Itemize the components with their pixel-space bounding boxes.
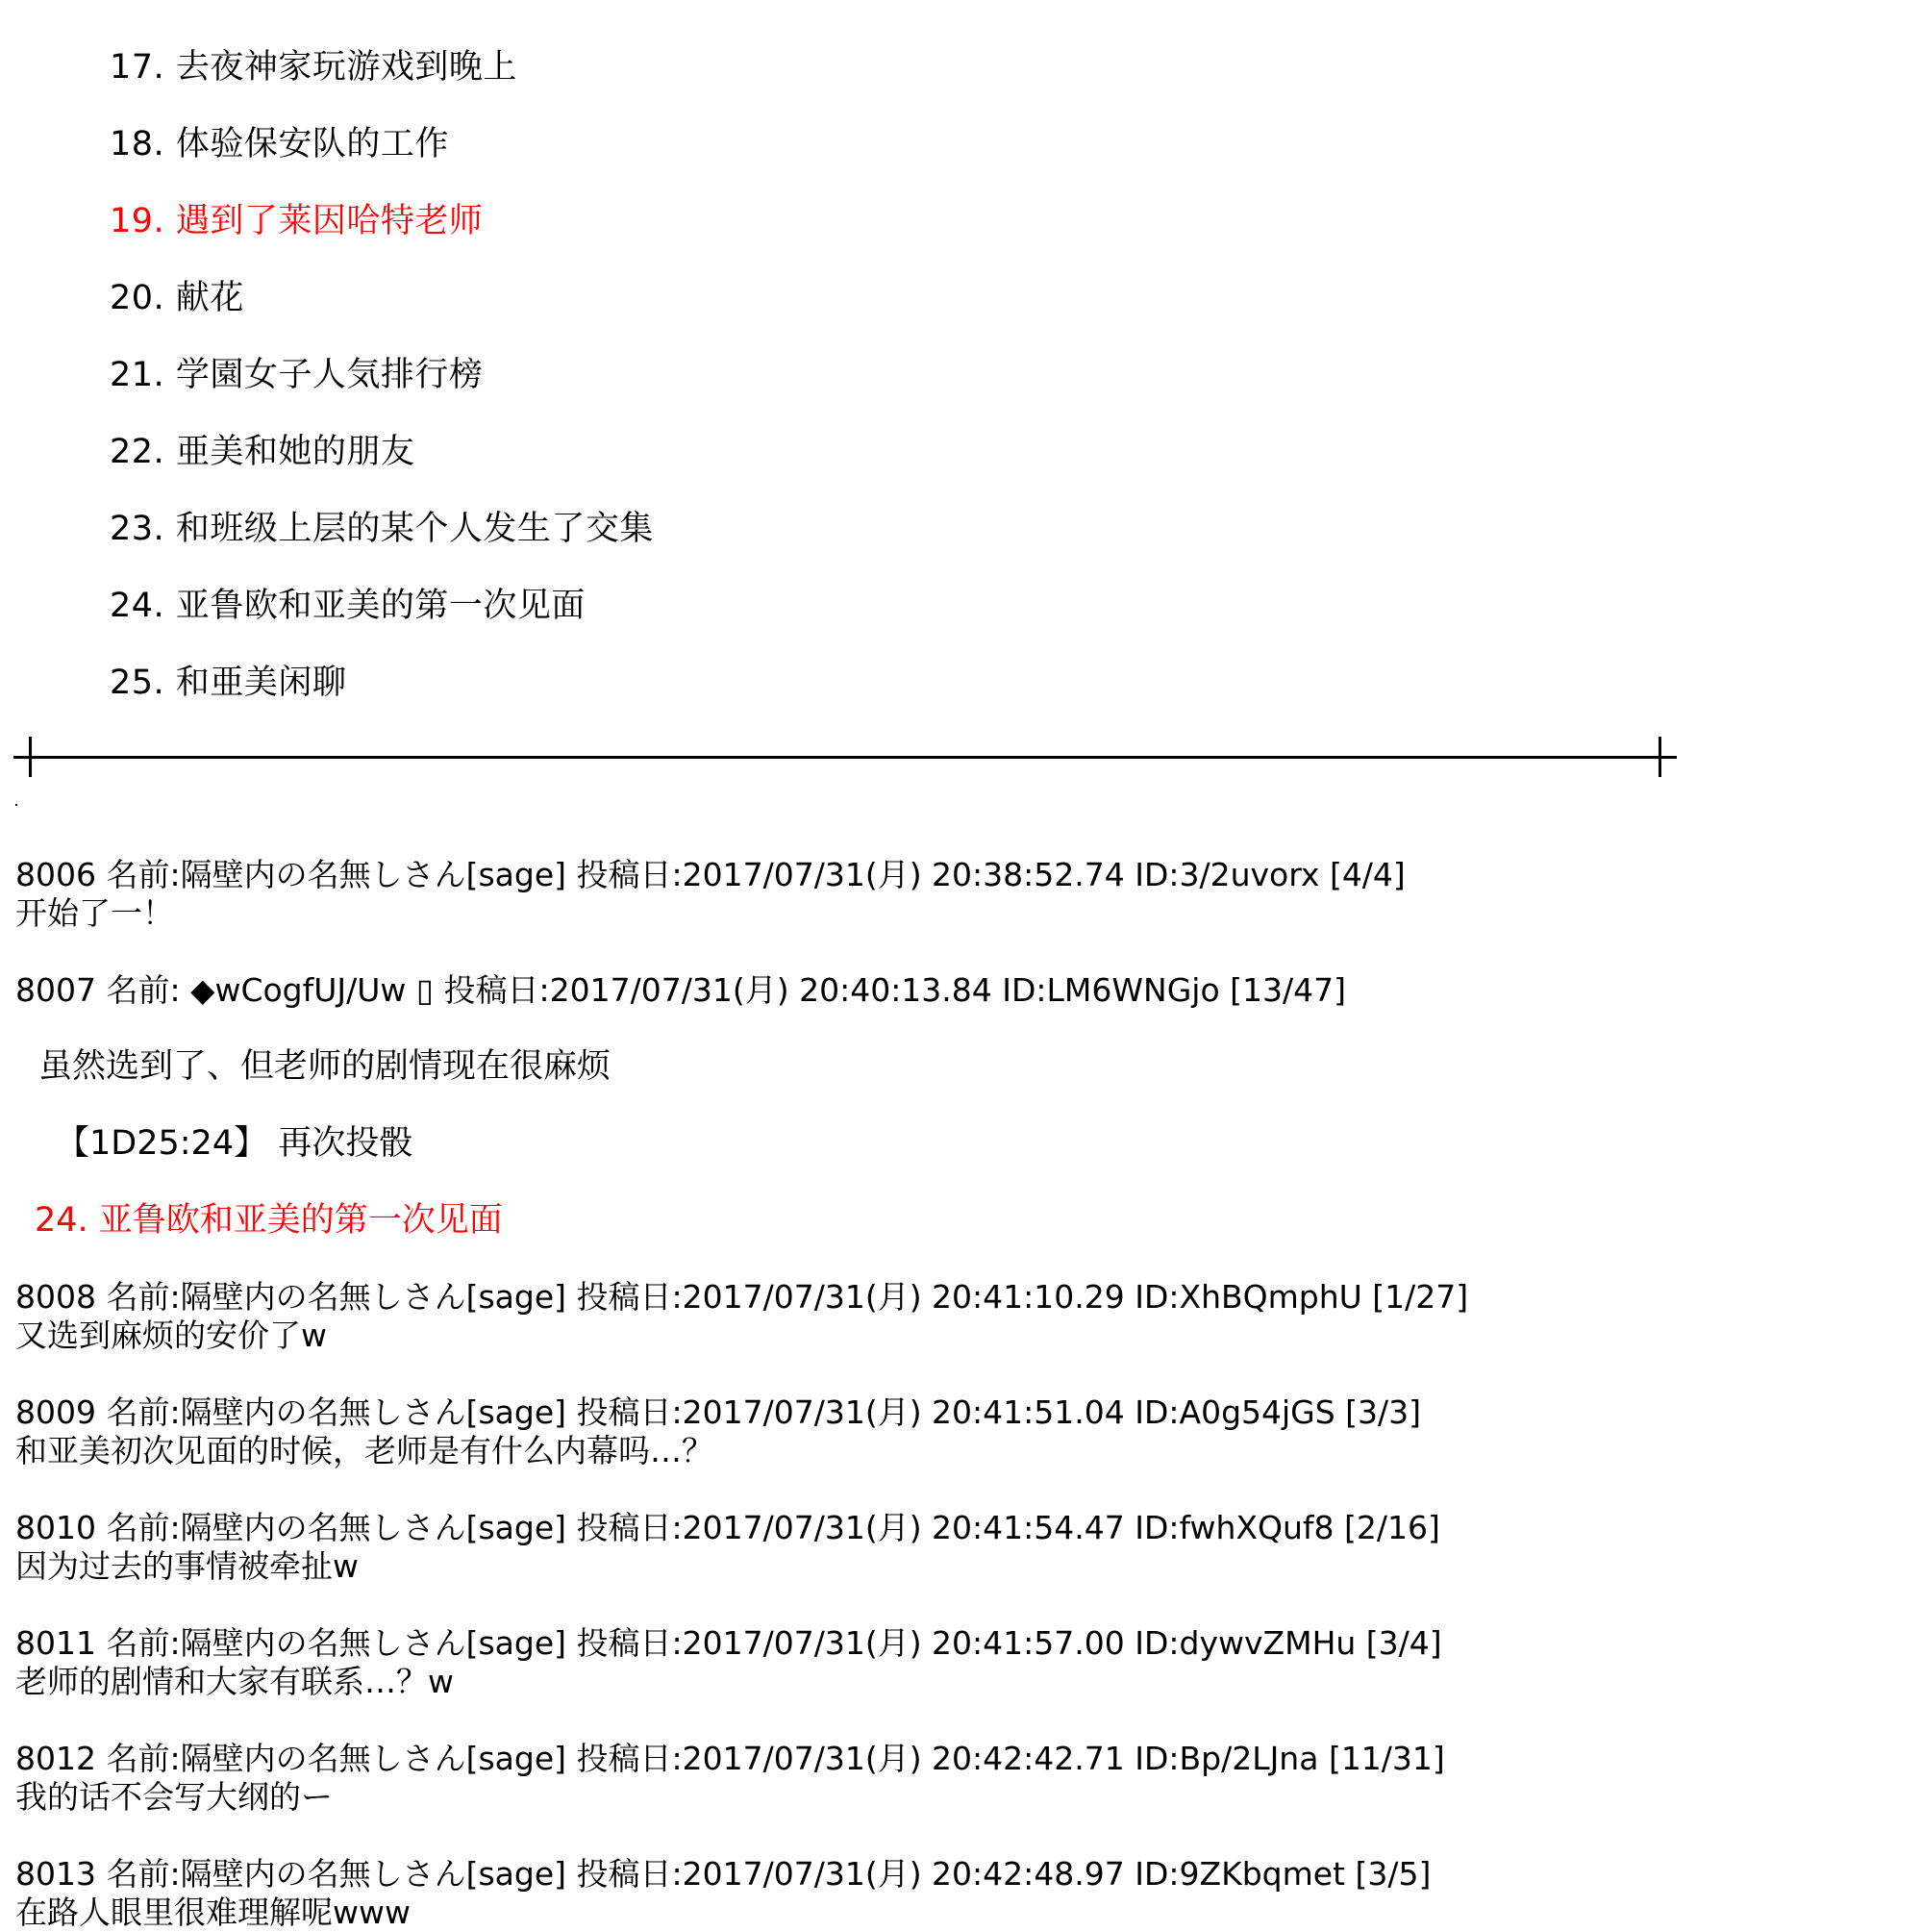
list-item-number: 21. [110,356,165,394]
list-item-21 [110,354,483,396]
ascii-divider [13,737,1677,777]
list-item-text: 和班级上层的某个人发生了交集 [175,510,654,548]
post-8008 [15,1278,1468,1355]
post-8009 [15,1393,1421,1470]
post-header: 8008 名前:隔壁内の名無しさん[sage] 投稿日:2017/07/31(月) 20:41:10.29 ID:XhBQmphU [1/27] [15,1278,1469,1316]
list-item-18 [110,123,449,165]
post-8007-line-1: 虽然选到了、但老师的剧情现在很麻烦 [38,1047,611,1086]
list-item-number: 23. [110,510,165,548]
post-body: 和亚美初次见面的时候，老师是有什么内幕吗…？ [15,1432,713,1469]
post-header: 8009 名前:隔壁内の名無しさん[sage] 投稿日:2017/07/31(月) 20:41:51.04 ID:A0g54jGS [3/3] [15,1393,1422,1431]
post-8007-line-3: 24. 亚鲁欧和亚美的第一次见面 [35,1201,503,1240]
list-item-text: 去夜神家玩游戏到晚上 [175,48,517,87]
post-header: 8006 名前:隔壁内の名無しさん[sage] 投稿日:2017/07/31(月) 20:38:52.74 ID:3/2uvorx [4/4] [15,856,1406,893]
post-body: 在路人眼里很难理解呢www [15,1894,411,1931]
list-item-text: 亜美和她的朋友 [175,433,415,471]
post-header: 8011 名前:隔壁内の名無しさん[sage] 投稿日:2017/07/31(月) 20:41:57.00 ID:dywvZMHu [3/4] [15,1624,1442,1662]
post-8006 [15,856,1406,933]
list-item-23 [110,508,654,550]
list-item-number: 18. [110,125,165,163]
post-8007-line-2: 【1D25:24】 再次投骰 [56,1124,413,1163]
list-item-number: 19. [110,202,165,240]
list-item-text: 遇到了莱因哈特老师 [175,202,484,240]
post-body: 又选到麻烦的安价了w [15,1317,327,1354]
post-body: 开始了一！ [15,894,174,932]
list-item-number: 17. [110,48,165,87]
divider-cap-left [29,737,32,777]
post-header: 8007 名前: ◆wCogfUJ/Uw ▯ 投稿日:2017/07/31(月) 20:40:13.84 ID:LM6WNGjo [13/47] [15,971,1346,1009]
divider-line [13,756,1677,759]
list-item-text: 亚鲁欧和亚美的第一次见面 [175,587,586,625]
list-item-24 [110,585,586,627]
post-header: 8010 名前:隔壁内の名無しさん[sage] 投稿日:2017/07/31(月) 20:41:54.47 ID:fwhXQuf8 [2/16] [15,1509,1440,1546]
post-header: 8013 名前:隔壁内の名無しさん[sage] 投稿日:2017/07/31(月) 20:42:48.97 ID:9ZKbqmet [3/5] [15,1855,1432,1893]
post-8011 [15,1624,1442,1701]
stray-dot [15,804,17,806]
post-body: 因为过去的事情被牵扯w [15,1547,359,1585]
list-item-text: 献花 [175,279,244,317]
list-item-text: 和亜美闲聊 [175,664,347,702]
list-item-text: 学園女子人気排行榜 [175,356,484,394]
post-body: 我的话不会写大纲的ー [15,1778,333,1816]
post-8010 [15,1509,1440,1586]
post-header: 8012 名前:隔壁内の名無しさん[sage] 投稿日:2017/07/31(月) 20:42:42.71 ID:Bp/2LJna [11/31] [15,1740,1445,1777]
post-body: 老师的剧情和大家有联系…？w [15,1663,454,1700]
divider-cap-right [1659,737,1661,777]
list-item-25 [110,662,346,704]
post-8013 [15,1855,1431,1932]
list-item-22 [110,431,414,473]
list-item-19 [110,200,483,242]
list-item-17 [110,46,517,88]
post-8007 [15,971,1346,1010]
list-item-number: 22. [110,433,165,471]
list-item-text: 体验保安队的工作 [175,125,449,163]
list-item-20 [110,277,244,319]
list-item-number: 20. [110,279,165,317]
list-item-number: 25. [110,664,165,702]
list-item-number: 24. [110,587,165,625]
post-8012 [15,1740,1445,1817]
